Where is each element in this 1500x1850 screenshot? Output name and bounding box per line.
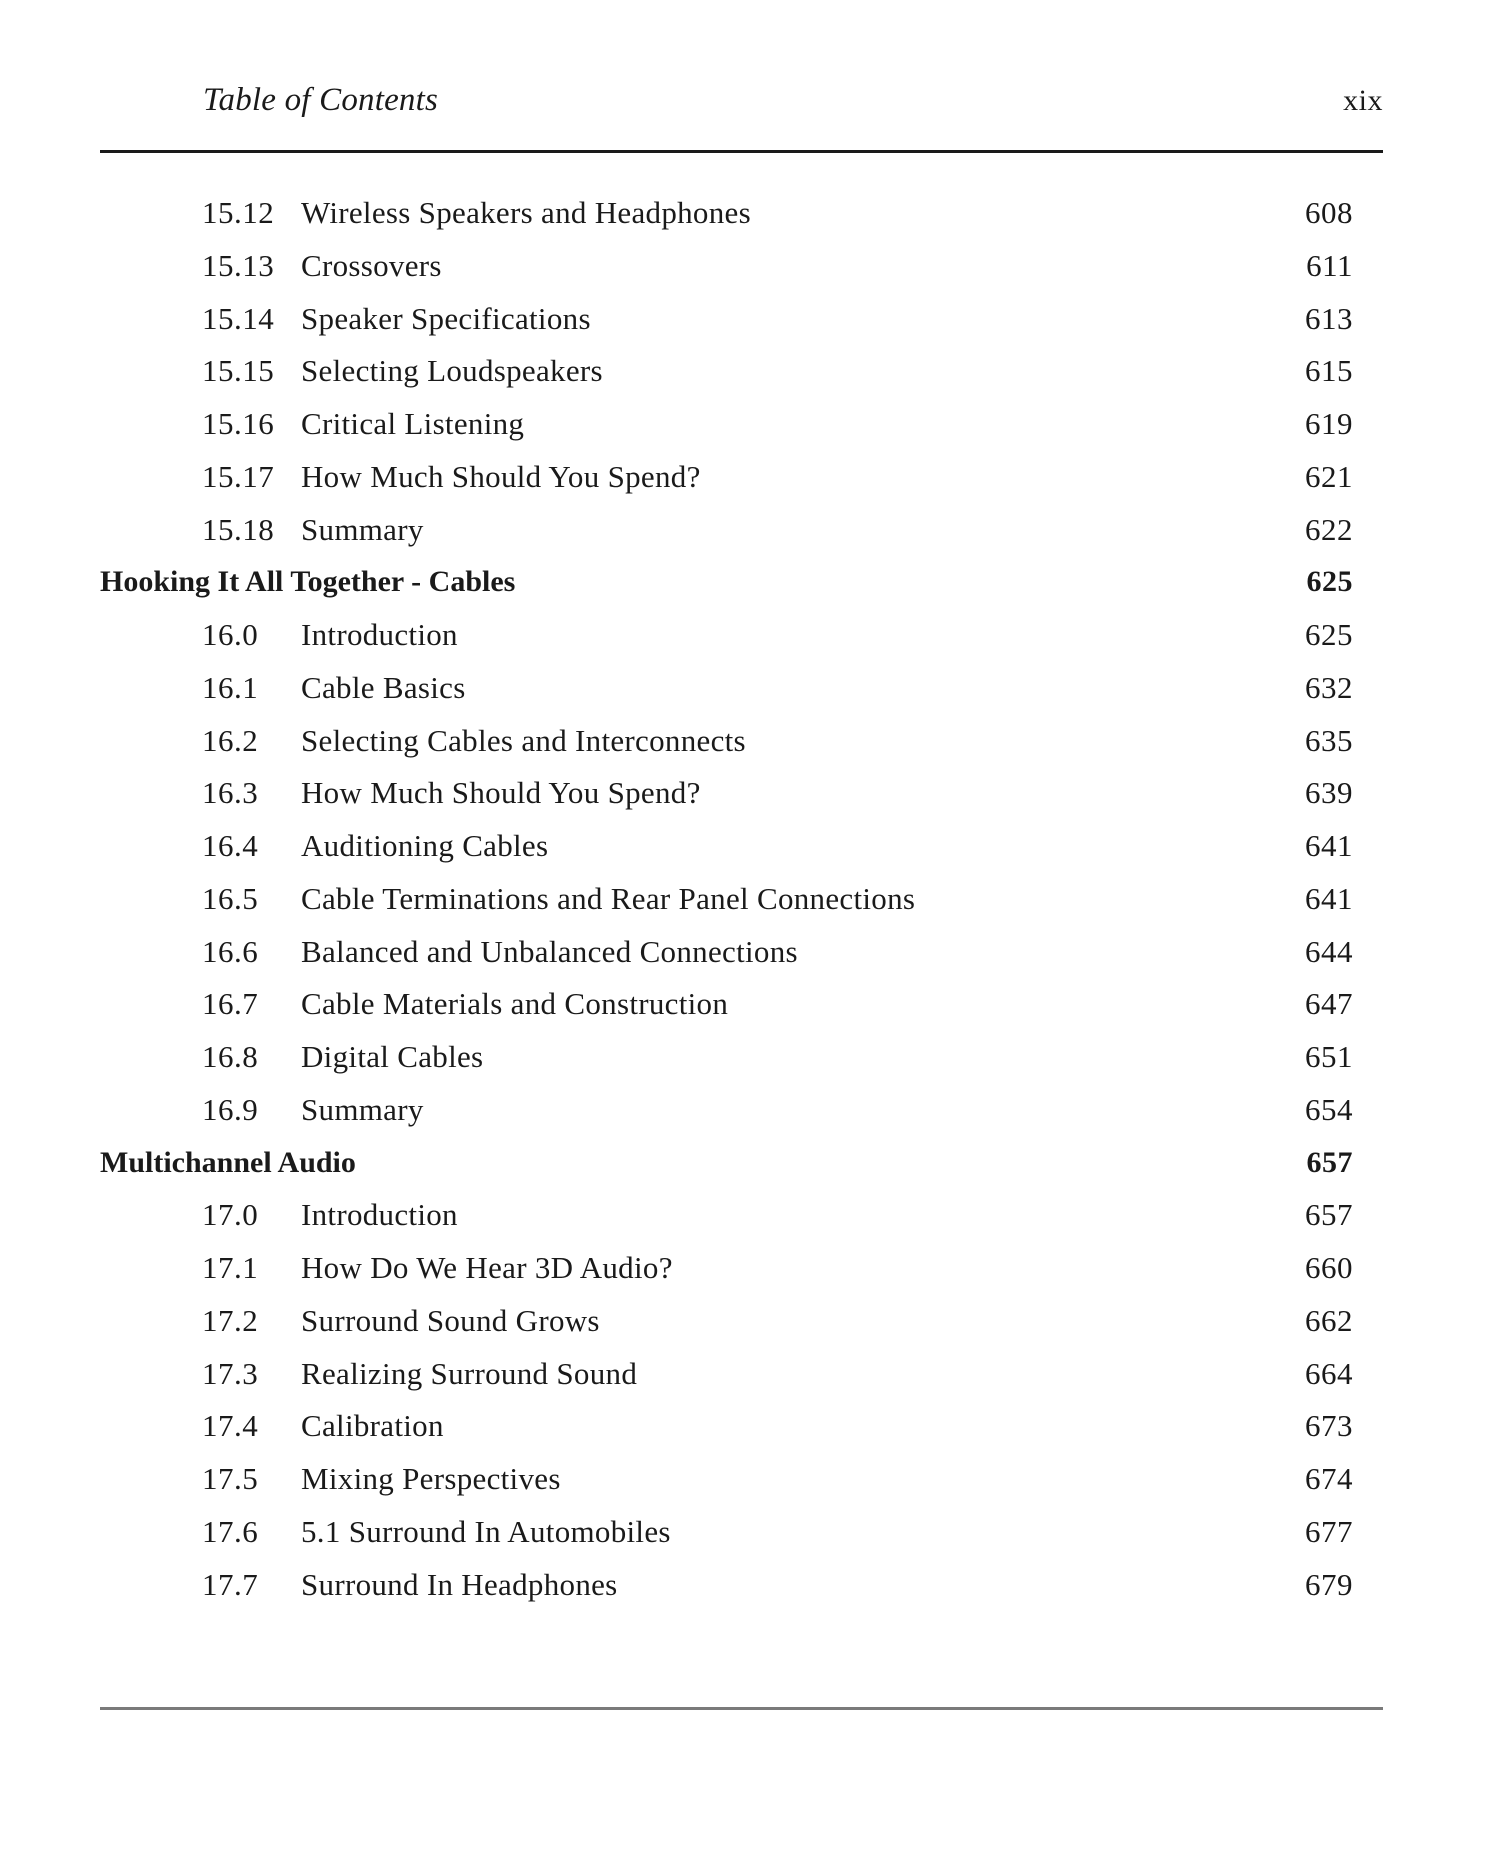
running-head: Table of Contents (203, 82, 439, 118)
section-number: 16.1 (202, 669, 259, 705)
toc-section-entry (100, 293, 1353, 346)
page-reference: 679 (1305, 1566, 1353, 1602)
header-rule (100, 150, 1383, 153)
section-title: How Do We Hear 3D Audio? (301, 1250, 673, 1285)
section-number: 16.7 (202, 986, 259, 1022)
toc-section-entry (100, 451, 1353, 504)
page-reference: 625 (1305, 617, 1353, 652)
page-reference: 664 (1305, 1355, 1353, 1391)
table-of-contents (100, 187, 1353, 1611)
section-number: 16.3 (202, 775, 259, 811)
toc-section-entry (100, 662, 1353, 715)
section-title: Introduction (301, 617, 458, 652)
section-number: 15.14 (202, 300, 275, 336)
section-number: 16.8 (202, 1039, 259, 1074)
toc-section-entry (100, 926, 1353, 979)
section-title: Calibration (301, 1408, 444, 1444)
section-title: How Much Should You Spend? (301, 775, 701, 811)
page-reference: 608 (1305, 195, 1353, 230)
page-reference: 619 (1305, 406, 1353, 441)
page-reference: 674 (1305, 1461, 1353, 1496)
page-reference: 651 (1305, 1039, 1353, 1074)
section-title: Realizing Surround Sound (301, 1355, 638, 1391)
chapter-title: Hooking It All Together - Cables (100, 565, 516, 599)
section-number: 17.6 (202, 1513, 259, 1549)
section-number: 17.0 (202, 1197, 259, 1233)
toc-section-entry (100, 1242, 1353, 1295)
section-title: Introduction (301, 1197, 458, 1233)
toc-section-entry (100, 187, 1353, 240)
footer-rule (100, 1707, 1383, 1710)
page-reference: 654 (1305, 1091, 1353, 1127)
toc-section-entry (100, 1453, 1353, 1506)
section-number: 16.9 (202, 1091, 259, 1127)
section-number: 15.18 (202, 511, 275, 547)
section-number: 16.2 (202, 722, 259, 758)
section-number: 17.5 (202, 1461, 259, 1496)
section-number: 17.2 (202, 1302, 259, 1338)
page-reference: 644 (1305, 933, 1353, 969)
toc-section-entry (100, 240, 1353, 293)
section-number: 15.16 (202, 406, 275, 441)
page-reference: 632 (1305, 669, 1353, 705)
section-number: 17.4 (202, 1408, 259, 1444)
toc-section-entry (100, 1400, 1353, 1453)
section-title: Mixing Perspectives (301, 1461, 561, 1496)
section-title: Crossovers (301, 247, 442, 283)
section-number: 15.12 (202, 195, 275, 230)
section-title: How Much Should You Spend? (301, 458, 701, 494)
toc-section-entry (100, 398, 1353, 451)
section-number: 17.7 (202, 1566, 259, 1602)
page-reference: 660 (1305, 1250, 1353, 1285)
toc-section-entry (100, 609, 1353, 662)
page-reference: 641 (1305, 828, 1353, 863)
section-number: 15.13 (202, 247, 275, 283)
section-number: 16.4 (202, 828, 259, 863)
toc-section-entry (100, 1189, 1353, 1242)
toc-section-entry (100, 873, 1353, 926)
section-title: Auditioning Cables (301, 828, 549, 863)
toc-chapter-entry (100, 556, 1353, 609)
chapter-title: Multichannel Audio (100, 1145, 356, 1179)
section-title: Critical Listening (301, 406, 525, 441)
section-number: 16.0 (202, 617, 259, 652)
section-number: 15.17 (202, 458, 275, 494)
section-title: Digital Cables (301, 1039, 484, 1074)
toc-section-entry (100, 1031, 1353, 1084)
page-reference: 662 (1305, 1302, 1353, 1338)
page-reference: 615 (1305, 353, 1353, 389)
section-title: Surround In Headphones (301, 1566, 618, 1602)
section-title: Selecting Loudspeakers (301, 353, 603, 389)
toc-section-entry (100, 978, 1353, 1031)
page-reference: 657 (1306, 1145, 1353, 1179)
page-reference: 641 (1305, 880, 1353, 916)
toc-section-entry (100, 1295, 1353, 1348)
section-title: Summary (301, 1091, 424, 1127)
page-reference: 622 (1305, 511, 1353, 547)
section-title: Cable Terminations and Rear Panel Connections (301, 880, 916, 916)
page-reference: 647 (1305, 986, 1353, 1022)
section-title: Selecting Cables and Interconnects (301, 722, 746, 758)
toc-section-entry (100, 1084, 1353, 1137)
page-reference: 657 (1305, 1197, 1353, 1233)
toc-section-entry (100, 345, 1353, 398)
page-reference: 611 (1306, 247, 1353, 283)
toc-section-entry (100, 504, 1353, 557)
page-reference: 673 (1305, 1408, 1353, 1444)
section-number: 15.15 (202, 353, 275, 389)
section-number: 16.6 (202, 933, 259, 969)
page-reference: 613 (1305, 300, 1353, 336)
page-reference: 677 (1305, 1513, 1353, 1549)
page-reference: 639 (1305, 775, 1353, 811)
section-title: Cable Basics (301, 669, 466, 705)
section-number: 17.3 (202, 1355, 259, 1391)
toc-section-entry (100, 1506, 1353, 1559)
section-title: Cable Materials and Construction (301, 986, 729, 1022)
page-number: xix (1343, 84, 1383, 117)
toc-section-entry (100, 767, 1353, 820)
toc-section-entry (100, 1348, 1353, 1401)
section-title: Balanced and Unbalanced Connections (301, 933, 798, 969)
toc-section-entry (100, 715, 1353, 768)
toc-section-entry (100, 1559, 1353, 1612)
section-title: Surround Sound Grows (301, 1302, 600, 1338)
toc-section-entry (100, 820, 1353, 873)
page-reference: 625 (1306, 565, 1353, 599)
section-title: Speaker Specifications (301, 300, 591, 336)
section-title: Wireless Speakers and Headphones (301, 195, 751, 230)
section-title: Summary (301, 511, 424, 547)
toc-chapter-entry (100, 1137, 1353, 1190)
section-number: 17.1 (202, 1250, 259, 1285)
page-reference: 621 (1305, 458, 1353, 494)
section-number: 16.5 (202, 880, 259, 916)
section-title: 5.1 Surround In Automobiles (301, 1513, 671, 1549)
page-reference: 635 (1305, 722, 1353, 758)
